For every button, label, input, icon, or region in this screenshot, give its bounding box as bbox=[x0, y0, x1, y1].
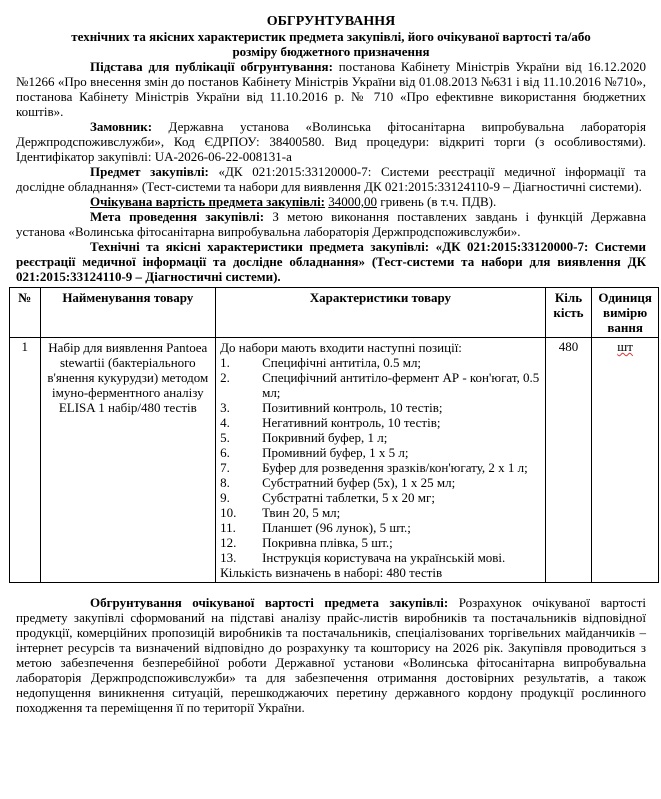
list-item-text: Субстратний буфер (5х), 1 х 25 мл; bbox=[262, 475, 456, 490]
list-item-text: Специфічний антитіло-фермент АР - кон'югат, 0.5 мл; bbox=[262, 370, 540, 400]
list-item-number: 11. bbox=[220, 520, 236, 535]
list-item-number: 12. bbox=[220, 535, 237, 550]
expected-cost-value: 34000,00 bbox=[328, 194, 378, 209]
list-item bbox=[220, 520, 541, 535]
document-subtitle-line-1: технічних та якісних характеристик предмета закупівлі, його очікуваної вартості та/або bbox=[71, 29, 591, 44]
characteristics-total: Кількість визначень в наборі: 480 тестів bbox=[220, 565, 443, 580]
row-unit-text: шт bbox=[617, 339, 633, 354]
list-item-text: Інструкція користувача на українській мові. bbox=[262, 550, 506, 565]
list-item bbox=[220, 505, 541, 520]
list-item-text: Буфер для розведення зразків/кон'югату, 2 х 1 л; bbox=[262, 460, 528, 475]
header-unit: Одиниця вимірю вання bbox=[592, 288, 659, 338]
list-item bbox=[220, 535, 541, 550]
list-item-number: 6. bbox=[220, 445, 230, 460]
list-item bbox=[220, 550, 541, 565]
goal-label: Мета проведення закупівлі: bbox=[90, 209, 265, 224]
basis-text: постанова Кабінету Міністрів України від 16.12.2020 №1266 «Про внесення змін до постанов Кабінету Міністрів України від 01.08.2013 №631 і від 11.10.2016 №710», постанова Кабінету Міністрів України від 11.10.2016 р. № 710 «Про ефективне використання бюджетних коштів». bbox=[16, 59, 646, 119]
header-number: № bbox=[10, 288, 41, 338]
list-item-text: Позитивний контроль, 10 тестів; bbox=[262, 400, 443, 415]
justification-label: Обгрунтування очікуваної вартості предмета закупівлі: bbox=[90, 595, 449, 610]
subject-paragraph bbox=[16, 164, 646, 194]
list-item-text: Покривна плівка, 5 шт.; bbox=[262, 535, 393, 550]
document-page bbox=[16, 14, 652, 715]
list-item-text: Промивний буфер, 1 х 5 л; bbox=[262, 445, 409, 460]
goods-table bbox=[9, 287, 659, 583]
subject-label: Предмет закупівлі: bbox=[90, 164, 209, 179]
row-number: 1 bbox=[10, 338, 41, 583]
list-item-number: 5. bbox=[220, 430, 230, 445]
list-item-number: 2. bbox=[220, 370, 230, 385]
expected-cost-label: Очікувана вартість предмета закупівлі: bbox=[90, 194, 326, 209]
list-item bbox=[220, 415, 541, 430]
list-item-text: Специфічні антитіла, 0.5 мл; bbox=[262, 355, 422, 370]
customer-text: Державна установа «Волинська фітосанітарна випробувальна лабораторія Держпродспоживслужби», Код ЄДРПОУ: 38400580. Вид процедури: відкриті торги (з особливостями). Ідентифікатор закупівлі: UA-2026-06-22-008131-a bbox=[16, 119, 647, 164]
list-item-number: 8. bbox=[220, 475, 230, 490]
row-quantity: 480 bbox=[545, 338, 592, 583]
justification-paragraph bbox=[16, 595, 646, 715]
list-item-number: 9. bbox=[220, 490, 230, 505]
header-characteristics: Характеристики товару bbox=[216, 288, 546, 338]
list-item-text: Покривний буфер, 1 л; bbox=[262, 430, 388, 445]
list-item bbox=[220, 460, 541, 475]
list-item bbox=[220, 430, 541, 445]
customer-paragraph bbox=[16, 119, 646, 164]
list-item bbox=[220, 445, 541, 460]
document-title: ОБГРУНТУВАННЯ bbox=[266, 14, 396, 29]
header-quantity: Кіль кість bbox=[545, 288, 592, 338]
subject-text: «ДК 021:2015:33120000-7: Системи реєстрації медичної інформації та дослідне обладнання» (Тест-системи та набори для виявлення ДК 021:2015:33124110-9 – Діагностичні системи). bbox=[16, 164, 646, 194]
list-item bbox=[220, 490, 541, 505]
tech-characteristics-heading: Технічні та якісні характеристики предмета закупівлі: «ДК 021:2015:33120000-7: Системи реєстрації медичної інформації та дослідне обладнання» (Тест-системи та набори для виявлення ДК 021:2015:33124110-9 – Діагностичні системи). bbox=[16, 239, 646, 284]
list-item-text: Планшет (96 лунок), 5 шт.; bbox=[262, 520, 411, 535]
list-item-text: Субстратні таблетки, 5 х 20 мг; bbox=[262, 490, 435, 505]
goal-paragraph bbox=[16, 209, 646, 239]
list-item-number: 7. bbox=[220, 460, 230, 475]
characteristics-intro: До набори мають входити наступні позиції: bbox=[220, 340, 462, 355]
goal-text: З метою виконання поставлених завдань і функцій Державна установа «Волинська фітосанітарна випробувальна лабораторія Держпродспоживслужби». bbox=[16, 209, 646, 239]
list-item-number: 10. bbox=[220, 505, 237, 520]
list-item-text: Негативний контроль, 10 тестів; bbox=[262, 415, 441, 430]
list-item-number: 13. bbox=[220, 550, 237, 565]
customer-label: Замовник: bbox=[90, 119, 153, 134]
row-unit bbox=[592, 338, 659, 583]
justification-text: Розрахунок очікуваної вартості предмету закупівлі сформований на підставі аналізу прайс-листів виробників та постачальників відповідної продукції, комерційних пропозицій виробників та постачальників, спеціалізованих торгівельних майданчиків – інтернет ресурсів та визначений відповідно до розрахунку та кошторису на 2026 рік. Закупівля проводиться з метою забезпечення безперебійної роботи Державної установи «Волинська фітосанітарна випробувальна лабораторія Держпродспоживслужби» та для забезпечення отримання достовірних результатів, а також недопущення виникнення ситуацій, перешкоджаючих перетину державного кордону продукції рослинного походження та переміщення її по території України. bbox=[16, 595, 646, 715]
expected-cost-text: гривень (в т.ч. ПДВ). bbox=[380, 194, 497, 209]
header-goods-name: Найменування товару bbox=[40, 288, 216, 338]
list-item bbox=[220, 355, 541, 370]
list-item bbox=[220, 475, 541, 490]
row-characteristics bbox=[216, 338, 546, 583]
list-item-number: 4. bbox=[220, 415, 230, 430]
list-item bbox=[220, 370, 541, 400]
row-goods-name: Набір для виявлення Pantoea stewartii (бактеріального в'янення кукурудзи) методом імуно-ферментного аналізу ELISA 1 набір/480 тестів bbox=[40, 338, 216, 583]
basis-label: Підстава для публікації обгрунтування: bbox=[90, 59, 333, 74]
list-item bbox=[220, 400, 541, 415]
list-item-number: 1. bbox=[220, 355, 230, 370]
list-item-number: 3. bbox=[220, 400, 230, 415]
table-row bbox=[10, 338, 659, 583]
list-item-text: Твин 20, 5 мл; bbox=[262, 505, 341, 520]
basis-paragraph bbox=[16, 59, 646, 119]
document-subtitle-line-2: розміру бюджетного призначення bbox=[232, 44, 430, 59]
table-header-row bbox=[10, 288, 659, 338]
characteristics-list bbox=[220, 355, 541, 565]
expected-cost-paragraph bbox=[16, 194, 646, 209]
